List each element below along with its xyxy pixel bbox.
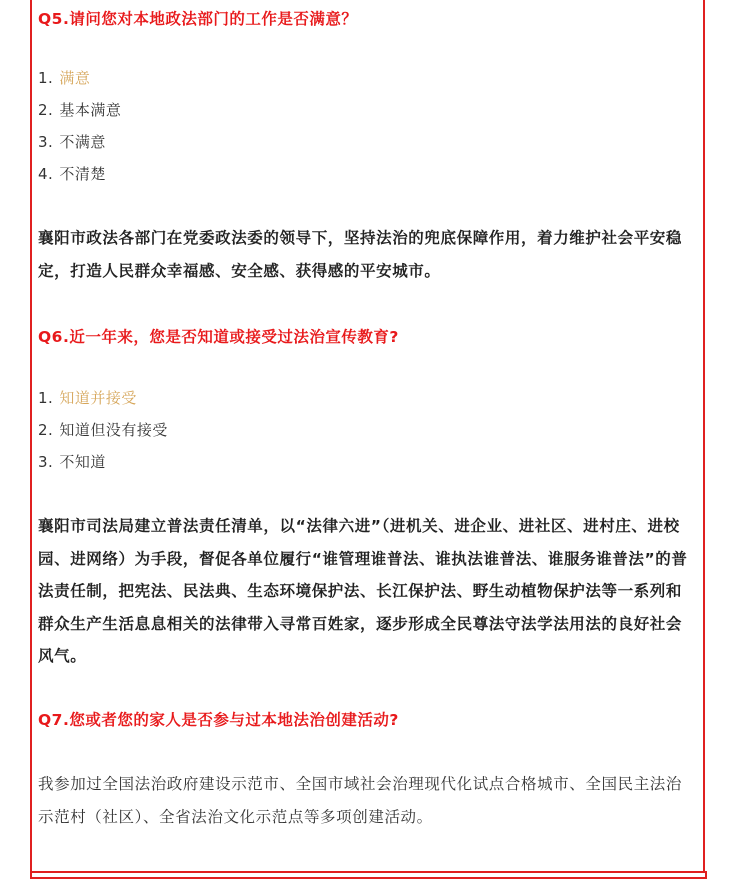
option-number: 2. <box>38 421 54 439</box>
option-label: 不满意 <box>59 133 106 151</box>
option-label: 知道但没有接受 <box>59 421 168 439</box>
option-q6-2 <box>38 414 168 446</box>
options-q5 <box>38 62 121 190</box>
option-label: 基本满意 <box>59 101 122 119</box>
question-q7: Q7.您或者您的家人是否参与过本地法治创建活动? <box>38 711 399 729</box>
option-number: 1. <box>38 69 54 87</box>
option-number: 1. <box>38 389 54 407</box>
option-number: 4. <box>38 165 54 183</box>
option-number: 2. <box>38 101 54 119</box>
frame-bottom-line-inner <box>30 871 707 873</box>
option-label: 不清楚 <box>59 165 106 183</box>
option-label: 不知道 <box>59 453 106 471</box>
option-q5-1 <box>38 62 121 94</box>
answer-q7: 我参加过全国法治政府建设示范市、全国市域社会治理现代化试点合格城市、全国民主法治示范村（社区）、全省法治文化示范点等多项创建活动。 <box>38 775 683 826</box>
option-number: 3. <box>38 453 54 471</box>
question-q5: Q5.请问您对本地政法部门的工作是否满意？ <box>38 10 358 28</box>
answer-q5: 襄阳市政法各部门在党委政法委的领导下，坚持法治的兜底保障作用，着力维护社会平安稳定，打造人民群众幸福感、安全感、获得感的平安城市。 <box>38 229 683 280</box>
frame-right-extension <box>705 871 707 879</box>
option-label: 满意 <box>59 69 91 87</box>
frame-left-extension <box>30 871 32 879</box>
option-label: 知道并接受 <box>59 389 137 407</box>
frame-bottom-line-outer <box>30 877 707 879</box>
option-q6-1 <box>38 382 168 414</box>
options-q6 <box>38 382 168 478</box>
option-q5-2 <box>38 94 121 126</box>
answer-q6: 襄阳市司法局建立普法责任清单，以“法律六进”（进机关、进企业、进社区、进村庄、进校园、进网络）为手段，督促各单位履行“谁管理谁普法、谁执法谁普法、谁服务谁普法”的普法责任制，把宪法、民法典、生态环境保护法、长江保护法、野生动植物保护法等一系列和群众生产生活息息相关的法律带入寻常百姓家，逐步形成全民尊法守法学法用法的良好社会风气。 <box>38 517 688 665</box>
option-q6-3 <box>38 446 168 478</box>
option-q5-3 <box>38 126 121 158</box>
option-number: 3. <box>38 133 54 151</box>
option-q5-4 <box>38 158 121 190</box>
question-q6: Q6.近一年来，您是否知道或接受过法治宣传教育? <box>38 328 399 346</box>
